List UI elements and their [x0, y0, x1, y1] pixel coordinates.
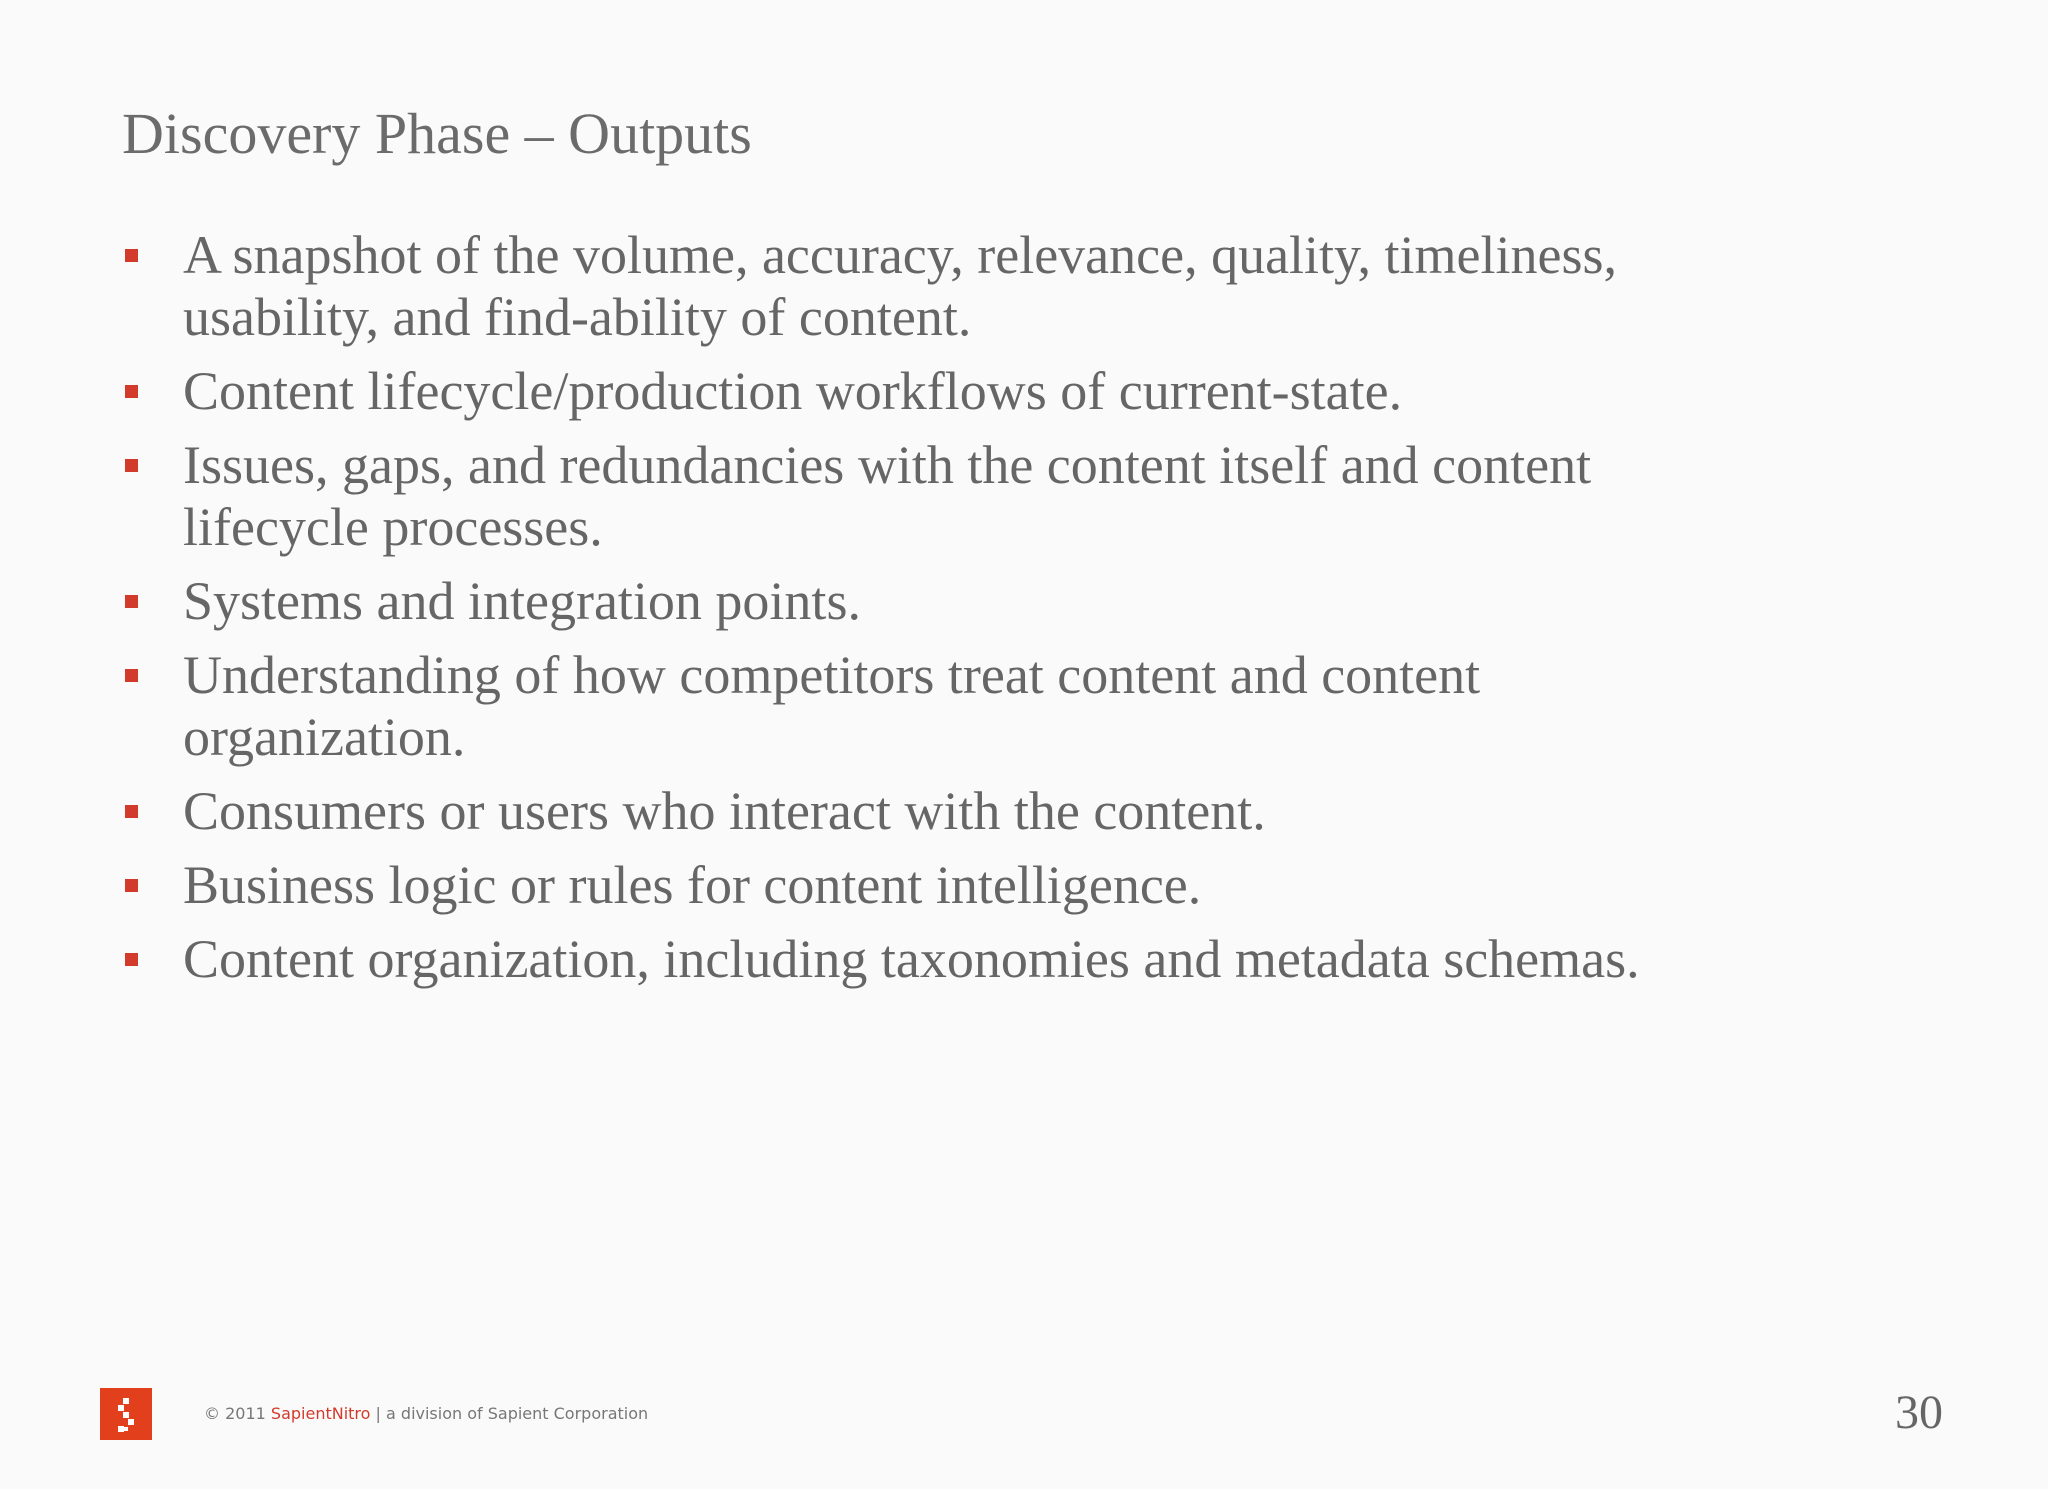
footer-copyright	[204, 1402, 648, 1426]
bullet-square-icon	[125, 879, 138, 892]
bullet-square-icon	[125, 805, 138, 818]
bullet-item	[122, 644, 1762, 768]
bullet-text: Systems and integration points.	[183, 571, 861, 631]
bullet-text: Content organization, including taxonomies and metadata schemas.	[183, 929, 1640, 989]
bullet-list	[122, 224, 1762, 1002]
footer-brand: SapientNitro	[270, 1404, 371, 1423]
bullet-square-icon	[125, 459, 138, 472]
bullet-item	[122, 224, 1762, 348]
sapient-logo-icon	[100, 1388, 152, 1440]
bullet-item	[122, 360, 1762, 422]
bullet-text: A snapshot of the volume, accuracy, relevance, quality, timeliness, usability, and find-ability of content.	[183, 225, 1618, 347]
bullet-text: Content lifecycle/production workflows of current-state.	[183, 361, 1403, 421]
slide-title: Discovery Phase – Outputs	[122, 101, 752, 166]
bullet-item	[122, 780, 1762, 842]
bullet-item	[122, 854, 1762, 916]
page-number: 30	[1895, 1386, 1943, 1439]
bullet-text: Issues, gaps, and redundancies with the content itself and content lifecycle processes.	[183, 435, 1592, 557]
bullet-item	[122, 434, 1762, 558]
footer-separator: |	[375, 1404, 381, 1423]
bullet-item	[122, 928, 1762, 990]
footer-copyright-year: © 2011	[204, 1404, 266, 1423]
bullet-square-icon	[125, 249, 138, 262]
bullet-square-icon	[125, 385, 138, 398]
bullet-text: Understanding of how competitors treat content and content organization.	[183, 645, 1481, 767]
bullet-text: Business logic or rules for content intelligence.	[183, 855, 1202, 915]
footer-division: a division of Sapient Corporation	[386, 1404, 649, 1423]
bullet-square-icon	[125, 953, 138, 966]
bullet-item	[122, 570, 1762, 632]
bullet-text: Consumers or users who interact with the content.	[183, 781, 1266, 841]
bullet-square-icon	[125, 595, 138, 608]
bullet-square-icon	[125, 669, 138, 682]
sapient-logo-mark	[100, 1388, 152, 1440]
